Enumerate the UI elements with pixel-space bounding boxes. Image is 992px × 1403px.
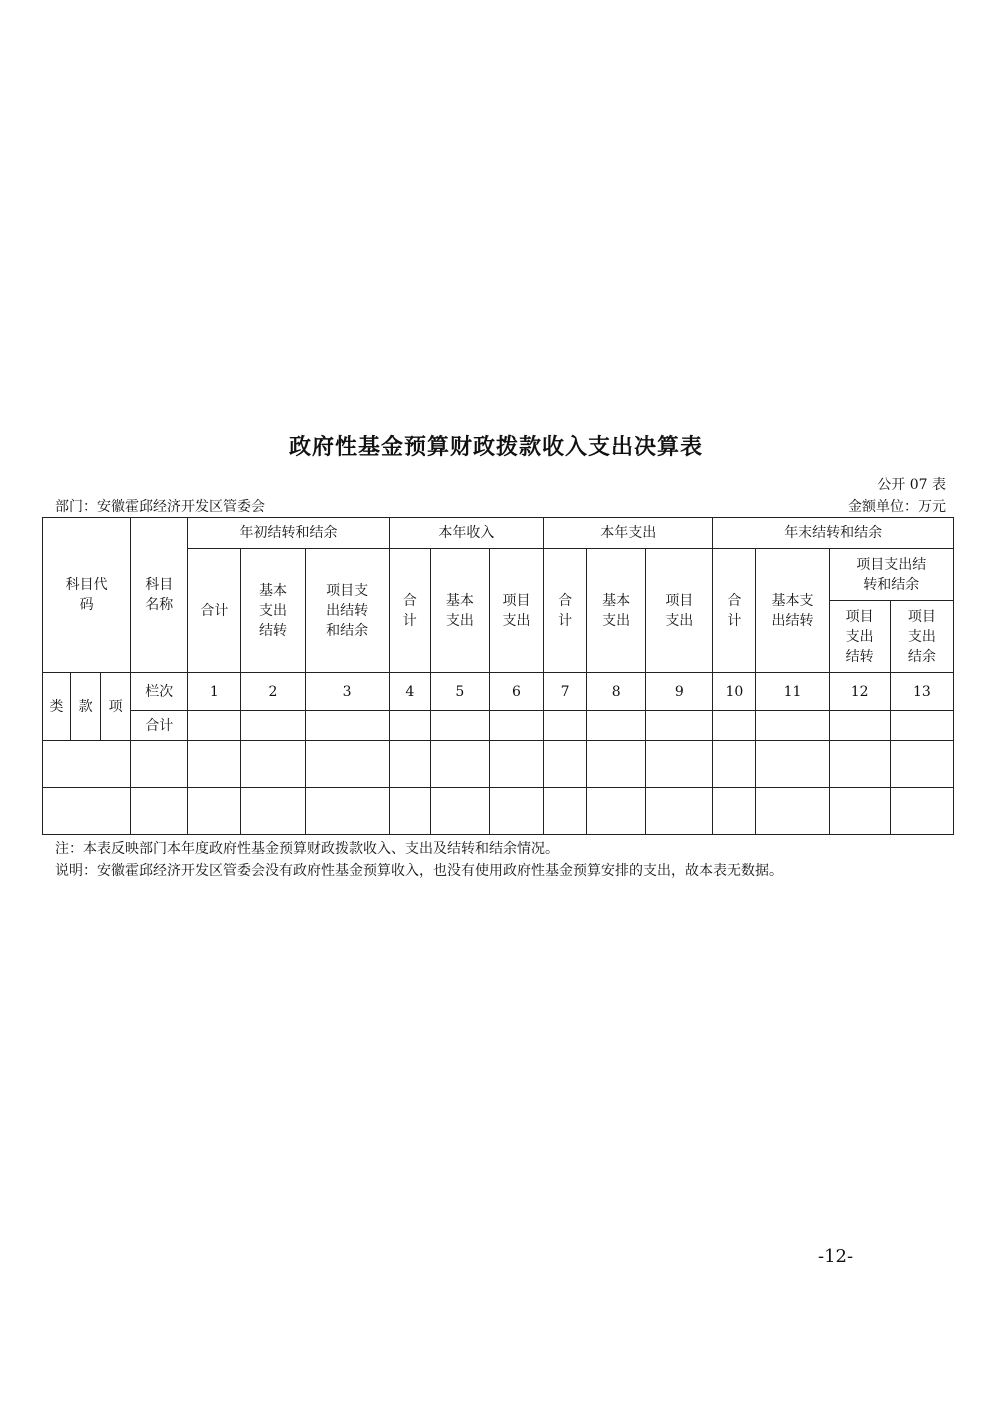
table-cell	[389, 741, 430, 788]
table-cell	[829, 711, 890, 741]
table-explanation: 说明：安徽霍邱经济开发区管委会没有政府性基金预算收入，也没有使用政府性基金预算安排的支出，故本表无数据。	[55, 863, 783, 879]
table-cell	[43, 788, 131, 835]
table-cell	[489, 788, 543, 835]
column-number: 7	[544, 673, 587, 711]
table-cell	[305, 711, 389, 741]
table-cell	[829, 741, 890, 788]
table-cell	[646, 788, 713, 835]
table-cell	[430, 741, 489, 788]
subject-code-header: 科目代 码	[43, 518, 131, 673]
closing-basic-header: 基本支 出结转	[756, 549, 829, 673]
closing-project-carry-header: 项目 支出 结转	[829, 601, 890, 673]
table-cell	[587, 788, 646, 835]
form-code: 公开 07 表	[877, 477, 946, 493]
page-number: -12-	[818, 1246, 854, 1267]
table-cell	[544, 711, 587, 741]
table-cell	[544, 741, 587, 788]
table-cell	[587, 711, 646, 741]
code-level-xiang: 项	[101, 673, 131, 741]
column-number: 11	[756, 673, 829, 711]
table-cell	[131, 788, 188, 835]
table-cell	[890, 788, 953, 835]
current-income-group-header: 本年收入	[389, 518, 543, 549]
table-cell	[646, 711, 713, 741]
table-cell	[188, 741, 241, 788]
table-cell	[188, 788, 241, 835]
opening-total-header: 合计	[188, 549, 241, 673]
table-cell	[430, 711, 489, 741]
total-row-label: 合计	[131, 711, 188, 741]
column-number: 3	[305, 673, 389, 711]
income-basic-header: 基本 支出	[430, 549, 489, 673]
column-row-label: 栏次	[131, 673, 188, 711]
table-cell	[756, 711, 829, 741]
table-cell	[890, 711, 953, 741]
table-note: 注：本表反映部门本年度政府性基金预算财政拨款收入、支出及结转和结余情况。	[55, 841, 559, 857]
table-row	[43, 788, 954, 835]
table-cell	[305, 788, 389, 835]
table-row	[43, 741, 954, 788]
column-number: 10	[713, 673, 756, 711]
table-cell	[489, 741, 543, 788]
opening-balance-group-header: 年初结转和结余	[188, 518, 389, 549]
table-cell	[241, 711, 305, 741]
table-cell	[756, 741, 829, 788]
column-number: 8	[587, 673, 646, 711]
table-cell	[43, 741, 131, 788]
table-cell	[131, 741, 188, 788]
column-number: 12	[829, 673, 890, 711]
closing-project-surplus-header: 项目 支出 结余	[890, 601, 953, 673]
table-cell	[389, 788, 430, 835]
department-label: 部门：安徽霍邱经济开发区管委会	[55, 499, 265, 515]
table-cell	[241, 788, 305, 835]
column-number: 5	[430, 673, 489, 711]
code-level-kuan: 款	[71, 673, 101, 741]
closing-balance-group-header: 年末结转和结余	[713, 518, 954, 549]
closing-project-group-header: 项目支出结 转和结余	[829, 549, 953, 601]
table-cell	[890, 741, 953, 788]
current-expense-group-header: 本年支出	[544, 518, 713, 549]
table-cell	[587, 741, 646, 788]
table-cell	[713, 788, 756, 835]
table-cell	[305, 741, 389, 788]
column-number: 2	[241, 673, 305, 711]
table-cell	[489, 711, 543, 741]
opening-project-header: 项目支 出结转 和结余	[305, 549, 389, 673]
column-number: 6	[489, 673, 543, 711]
table-cell	[756, 788, 829, 835]
table-cell	[188, 711, 241, 741]
expense-basic-header: 基本 支出	[587, 549, 646, 673]
closing-total-header: 合 计	[713, 549, 756, 673]
table-cell	[829, 788, 890, 835]
subject-name-header: 科目 名称	[131, 518, 188, 673]
table-cell	[389, 711, 430, 741]
income-project-header: 项目 支出	[489, 549, 543, 673]
table-cell	[713, 711, 756, 741]
opening-basic-header: 基本 支出 结转	[241, 549, 305, 673]
table-cell	[646, 741, 713, 788]
column-number: 1	[188, 673, 241, 711]
column-number: 13	[890, 673, 953, 711]
amount-unit-label: 金额单位：万元	[848, 499, 946, 515]
income-total-header: 合 计	[389, 549, 430, 673]
table-cell	[241, 741, 305, 788]
code-level-lei: 类	[43, 673, 71, 741]
column-number: 9	[646, 673, 713, 711]
table-cell	[713, 741, 756, 788]
table-cell	[430, 788, 489, 835]
column-number: 4	[389, 673, 430, 711]
document-title: 政府性基金预算财政拨款收入支出决算表	[288, 435, 703, 460]
fund-budget-table	[42, 517, 954, 835]
expense-total-header: 合 计	[544, 549, 587, 673]
table-cell	[544, 788, 587, 835]
expense-project-header: 项目 支出	[646, 549, 713, 673]
